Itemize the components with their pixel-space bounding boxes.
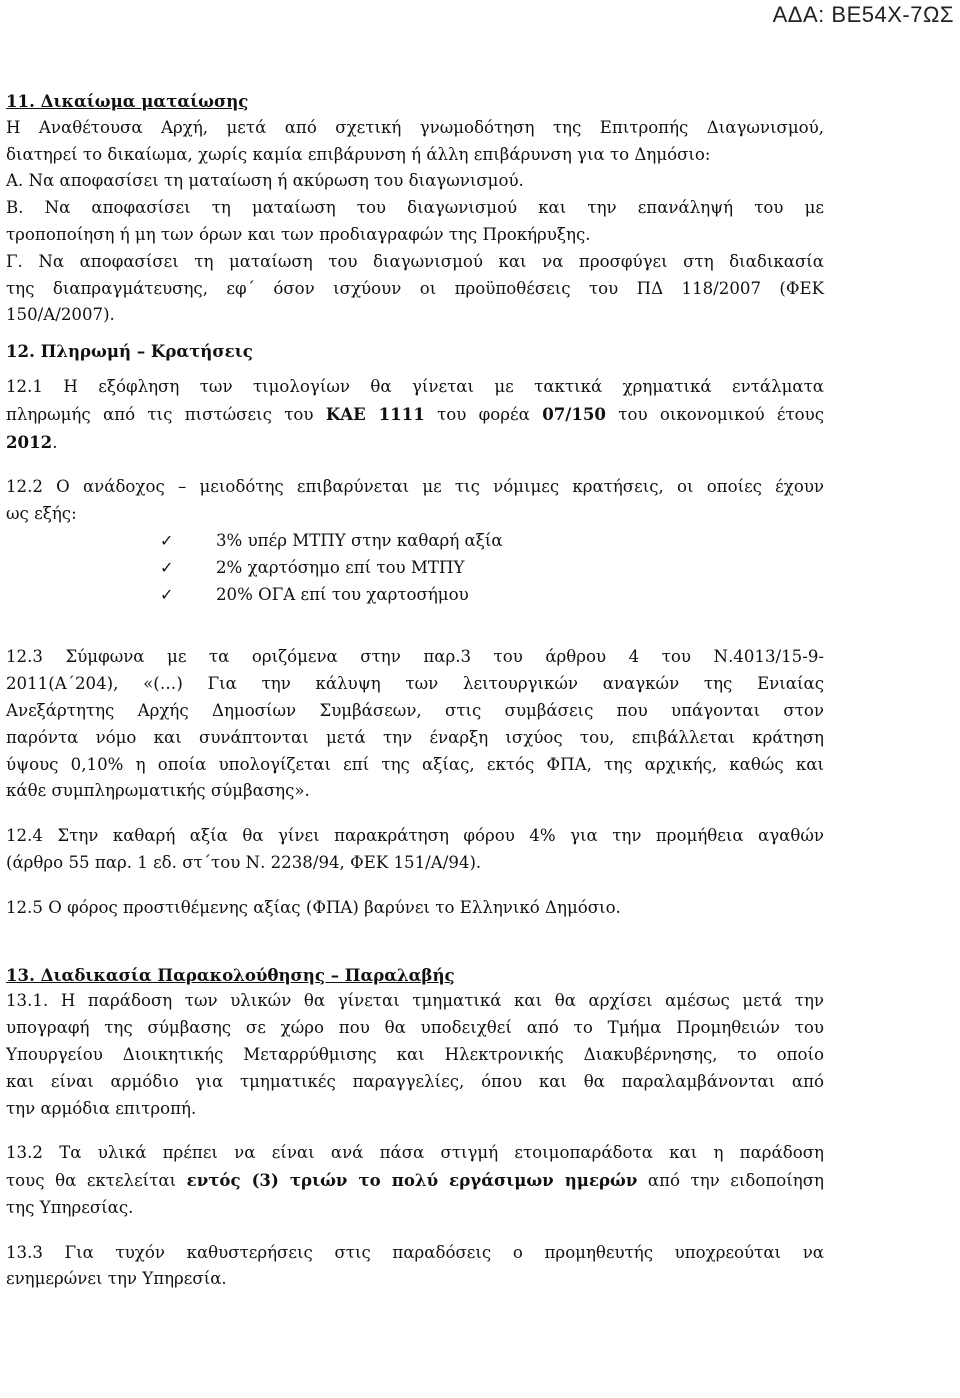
paragraph-12-1: 12.1 Η εξόφληση των τιμολογίων θα γίνεται με τακτικά χρηματικά εντάλματα [6,376,824,396]
section-11-line: διατηρεί το δικαίωμα, χωρίς καμία επιβάρυνση ή άλλη επιβάρυνση για το Δημόσιο: [6,144,711,164]
paragraph-13-1: υπογραφή της σύμβασης σε χώρο που θα υποδειχθεί από το Τμήμα Προμηθειών του [6,1018,824,1038]
paragraph-12-4: 12.4 Στην καθαρή αξία θα γίνει παρακράτηση φόρου 4% για την προμήθεια αγαθών [6,826,824,846]
paragraph-12-1: 2012. [6,431,58,452]
paragraph-13-1: την αρμόδια επιτροπή. [6,1098,197,1118]
kae-code: ΚΑΕ 1111 [325,403,425,424]
list-item: ✓ 20% ΟΓΑ επί του χαρτοσήμου [160,582,824,609]
paragraph-12-3: ύψους 0,10% η οποία υπολογίζεται επί της αξίας, εκτός ΦΠΑ, της αρχικής, καθώς και [6,754,824,774]
list-item: ✓ 3% υπέρ ΜΤΠΥ στην καθαρή αξία [160,528,824,555]
section-12-title: 12. Πληρωμή – Κρατήσεις [6,341,253,362]
paragraph-13-2: τους θα εκτελείται εντός (3) τριών το πολύ εργάσιμων ημερών από την ειδοποίηση [6,1170,824,1191]
paragraph-12-3: κάθε συμπληρωματικής σύμβασης». [6,781,310,801]
paragraph-12-3: 12.3 Σύμφωνα με τα οριζόμενα στην παρ.3 του άρθρου 4 του Ν.4013/15-9- [6,647,824,667]
paragraph-12-1: πληρωμής από τις πιστώσεις του ΚΑΕ 1111 του φορέα 07/150 του οικονομικού έτους [6,403,825,424]
fiscal-year: 2012 [6,431,53,452]
paragraph-12-3: παρόντα νόμο και συνάπτονται μετά την έναρξη ισχύος του, επιβάλλεται κράτηση [6,727,824,747]
paragraph-13-1: 13.1. Η παράδοση των υλικών θα γίνεται τμηματικά και θα αρχίσει αμέσως μετά την [6,991,824,1011]
section-13-title: 13. Διαδικασία Παρακολούθησης – Παραλαβής [6,964,455,985]
ada-code: ΑΔΑ: ΒΕ54Χ-7ΩΣ [772,2,954,27]
checkmark-icon: ✓ [160,530,174,550]
checkmark-icon: ✓ [160,557,174,577]
checkmark-icon: ✓ [160,584,174,604]
paragraph-13-3: ενημερώνει την Υπηρεσία. [6,1269,227,1289]
section-11-item-a: Α. Να αποφασίσει τη ματαίωση ή ακύρωση του διαγωνισμού. [6,171,524,191]
section-11-item-b: τροποποίηση ή μη των όρων και των προδιαγραφών της Προκήρυξης. [6,224,591,244]
paragraph-12-3: 2011(Α΄204), «(…) Για την κάλυψη των λειτουργικών αναγκών της Ενιαίας [6,674,824,694]
document-body [6,88,824,1293]
delivery-deadline: εντός (3) τριών το πολύ εργάσιμων ημερών [186,1170,638,1191]
paragraph-12-2: ως εξής: [6,504,77,524]
paragraph-12-4: (άρθρο 55 παρ. 1 εδ. στ΄του Ν. 2238/94, ΦΕΚ 151/Α/94). [6,852,482,872]
section-11-item-c: Γ. Να αποφασίσει τη ματαίωση του διαγωνισμού και να προσφύγει στη διαδικασία [6,251,824,271]
section-11-item-c: 150/Α/2007). [6,305,115,325]
section-11-item-b: Β. Να αποφασίσει τη ματαίωση του διαγωνισμού και την επανάληψή του με [6,198,824,218]
paragraph-13-1: Υπουργείου Διοικητικής Μεταρρύθμισης και Ηλεκτρονικής Διακυβέρνησης, το οποίο [6,1044,824,1064]
section-11-title: 11. Δικαίωμα ματαίωσης [6,91,249,111]
section-11-item-c: της διαπραγμάτευσης, εφ΄ όσον ισχύουν οι προϋποθέσεις του ΠΔ 118/2007 (ΦΕΚ [6,278,824,298]
deductions-list [160,528,824,608]
paragraph-12-5: 12.5 Ο φόρος προστιθέμενης αξίας (ΦΠΑ) βαρύνει το Ελληνικό Δημόσιο. [6,897,621,917]
paragraph-13-2: 13.2 Τα υλικά πρέπει να είναι ανά πάσα στιγμή ετοιμοπαράδοτα και η παράδοση [6,1143,824,1163]
list-item: ✓ 2% χαρτόσημο επί του ΜΤΠΥ [160,555,824,582]
paragraph-13-1: και είναι αρμόδιο για τμηματικές παραγγελίες, όπου και θα παραλαμβάνονται από [6,1071,824,1091]
section-11-line: Η Αναθέτουσα Αρχή, μετά από σχετική γνωμοδότηση της Επιτροπής Διαγωνισμού, [6,117,824,137]
paragraph-12-2: 12.2 Ο ανάδοχος – μειοδότης επιβαρύνεται με τις νόμιμες κρατήσεις, οι οποίες έχουν [6,477,824,497]
paragraph-13-3: 13.3 Για τυχόν καθυστερήσεις στις παραδόσεις ο προμηθευτής υποχρεούται να [6,1242,824,1262]
paragraph-13-2: της Υπηρεσίας. [6,1197,134,1217]
paragraph-12-3: Ανεξάρτητης Αρχής Δημοσίων Συμβάσεων, στις συμβάσεις που υπάγονται στον [6,700,824,720]
body-code: 07/150 [542,403,606,424]
